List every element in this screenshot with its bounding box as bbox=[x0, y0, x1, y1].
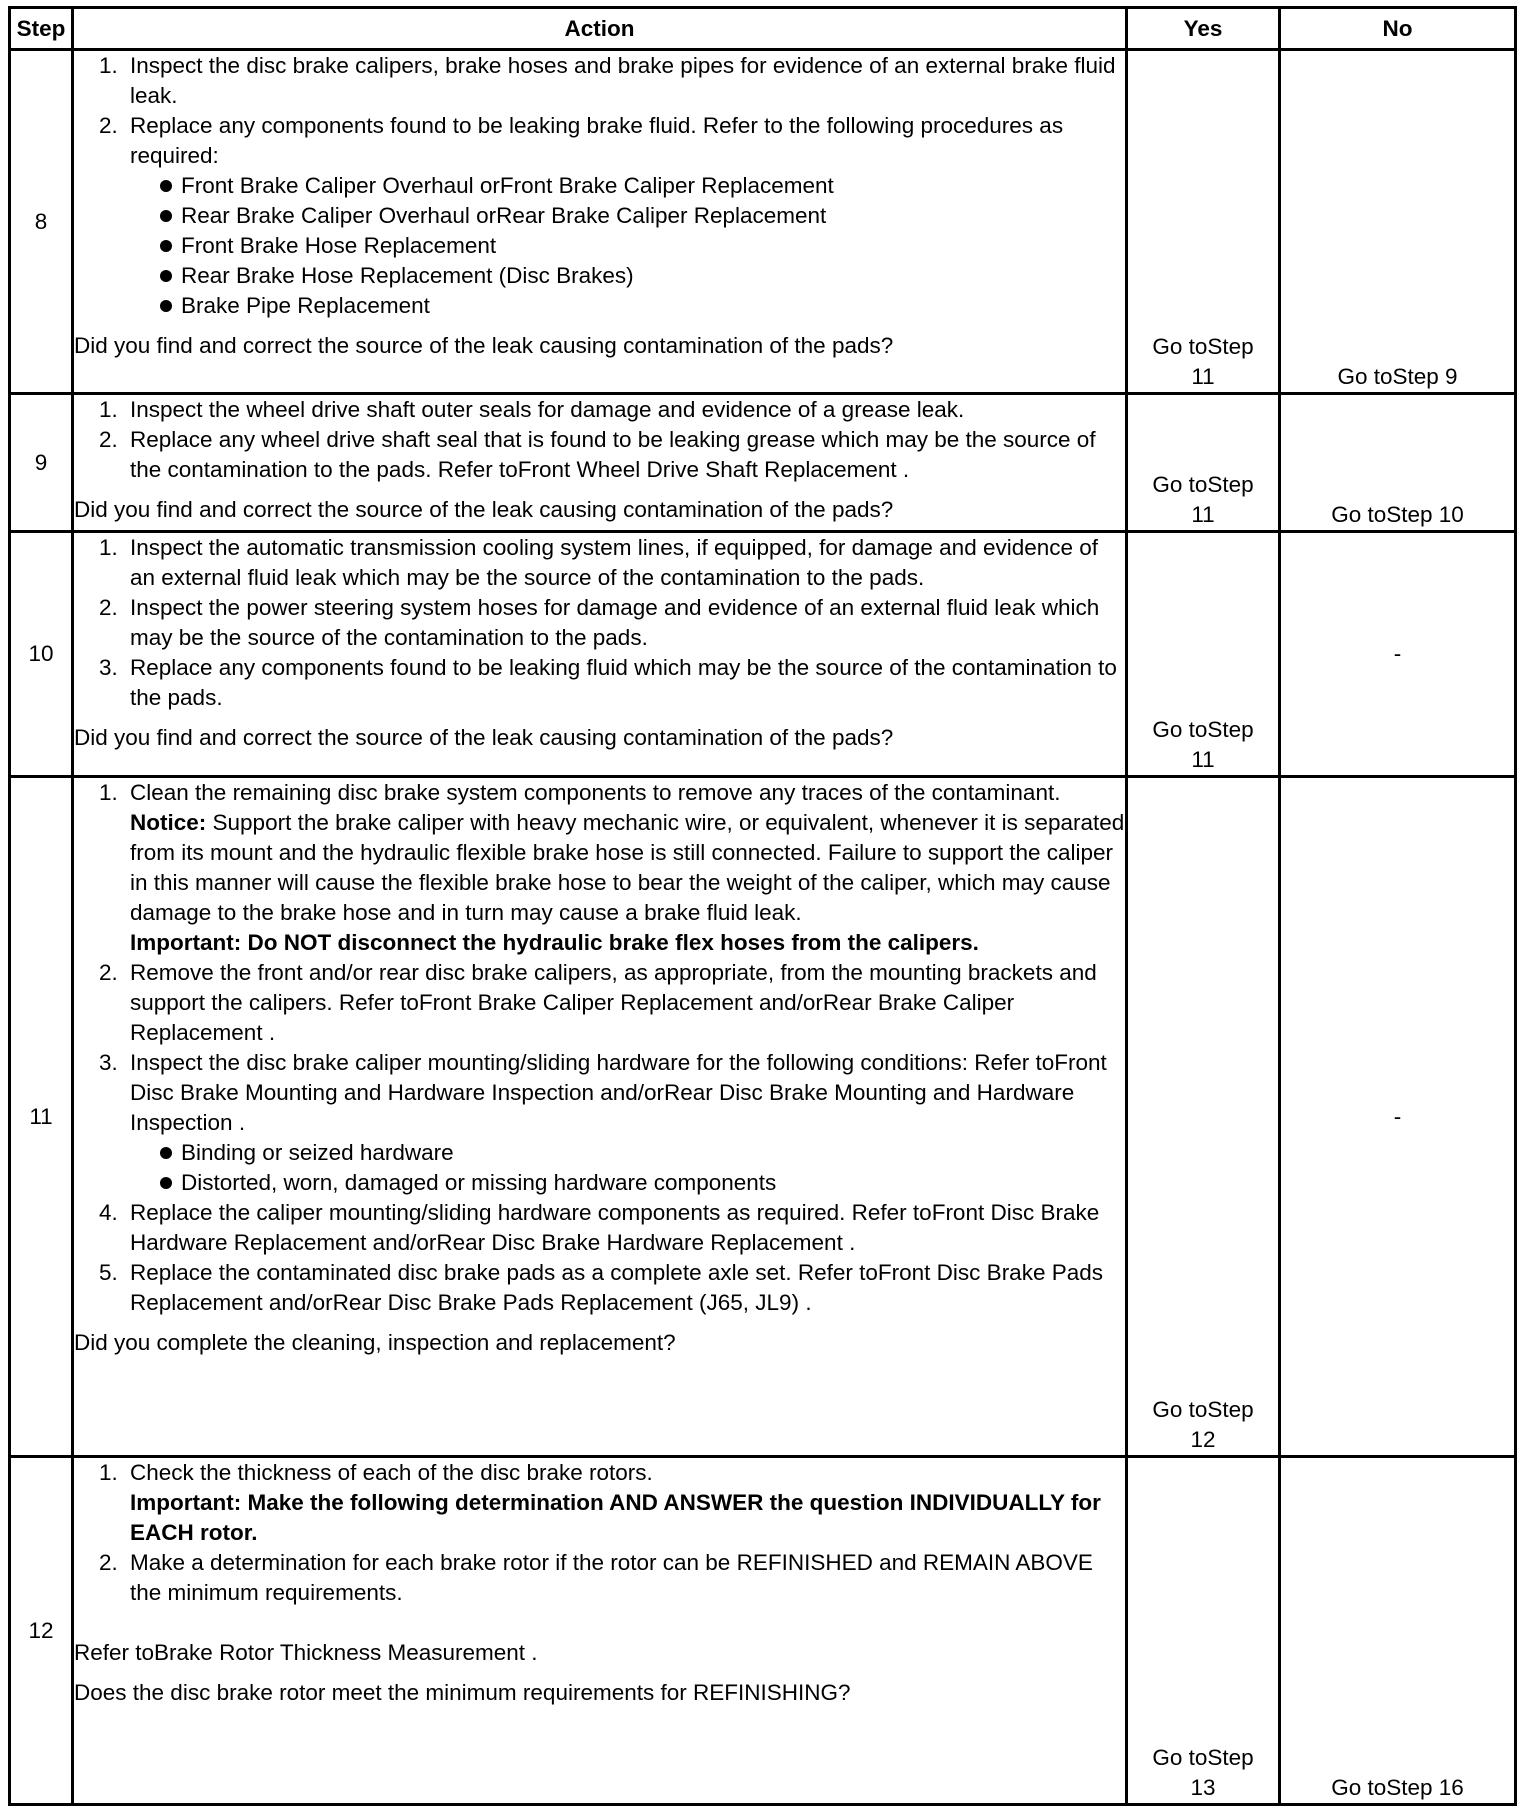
no-cell: - bbox=[1280, 777, 1516, 1457]
action-item-text: Clean the remaining disc brake system components to remove any traces of the contaminant. bbox=[130, 780, 1061, 805]
action-item: 1. Inspect the wheel drive shaft outer seals for damage and evidence of a grease leak. bbox=[124, 395, 1125, 425]
question-text: Did you complete the cleaning, inspection and replacement? bbox=[74, 1330, 676, 1355]
bullet-item: Rear Brake Caliper Overhaul orRear Brake Caliper Replacement bbox=[160, 201, 1125, 231]
action-item: 3. Replace any components found to be leaking fluid which may be the source of the contamination to the pads. bbox=[124, 653, 1125, 713]
step-number: 8 bbox=[10, 50, 73, 394]
action-cell bbox=[73, 1457, 1127, 1805]
action-cell bbox=[73, 50, 1127, 394]
yes-goto-label: Go toStep bbox=[1152, 1745, 1254, 1770]
yes-cell bbox=[1127, 532, 1280, 777]
action-steps bbox=[74, 533, 1125, 713]
yes-cell bbox=[1127, 50, 1280, 394]
notice bbox=[130, 808, 1125, 928]
question-text: Did you find and correct the source of the leak causing contamination of the pads? bbox=[74, 497, 894, 522]
notice-text: Support the brake caliper with heavy mechanic wire, or equivalent, whenever it is separated from its mount and the hydraulic flexible brake hose is still connected. Failure to support the caliper in this manner will cause the flexible brake hose to bear the weight of the caliper, which may cause damage to the brake hose and in turn may cause a brake fluid leak. bbox=[130, 810, 1125, 925]
yes-goto-label: Go toStep bbox=[1152, 334, 1254, 359]
action-steps bbox=[74, 778, 1125, 1318]
header-step: Step bbox=[10, 8, 73, 50]
action-item bbox=[124, 1458, 1125, 1548]
action-item-text: Replace any components found to be leaking brake fluid. Refer to the following procedures as required: bbox=[130, 113, 1064, 168]
step-number: 12 bbox=[10, 1457, 73, 1805]
yes-goto-step: 13 bbox=[1190, 1775, 1216, 1800]
diagnostic-table bbox=[8, 6, 1517, 1806]
table-row-step-11 bbox=[10, 777, 1516, 1457]
action-steps bbox=[74, 1458, 1125, 1608]
header-yes: Yes bbox=[1127, 8, 1280, 50]
action-item: 4. Replace the caliper mounting/sliding hardware components as required. Refer toFront Disc Brake Hardware Replacement and/orRear Disc Brake Hardware Replacement . bbox=[124, 1198, 1125, 1258]
bullet-item: Binding or seized hardware bbox=[160, 1138, 1125, 1168]
action-item: 2. Replace any wheel drive shaft seal that is found to be leaking grease which may be the source of the contamination to the pads. Refer toFront Wheel Drive Shaft Replacement . bbox=[124, 425, 1125, 485]
action-item: 1. Inspect the automatic transmission cooling system lines, if equipped, for damage and evidence of an external fluid leak which may be the source of the contamination to the pads. bbox=[124, 533, 1125, 593]
bullet-item: Front Brake Caliper Overhaul orFront Brake Caliper Replacement bbox=[160, 171, 1125, 201]
header-no: No bbox=[1280, 8, 1516, 50]
important-note: Important: Make the following determination AND ANSWER the question INDIVIDUALLY for EACH rotor. bbox=[130, 1490, 1101, 1545]
step-number: 11 bbox=[10, 777, 73, 1457]
bullet-item: Distorted, worn, damaged or missing hardware components bbox=[160, 1168, 1125, 1198]
header-row bbox=[10, 8, 1516, 50]
step-number: 10 bbox=[10, 532, 73, 777]
action-item bbox=[124, 778, 1125, 958]
refer-text: Refer toBrake Rotor Thickness Measurement . bbox=[74, 1640, 538, 1665]
step-number: 9 bbox=[10, 394, 73, 532]
action-item bbox=[124, 111, 1125, 321]
bullet-item: Brake Pipe Replacement bbox=[160, 291, 1125, 321]
action-item bbox=[124, 1048, 1125, 1198]
action-cell bbox=[73, 532, 1127, 777]
question-text: Did you find and correct the source of the leak causing contamination of the pads? bbox=[74, 725, 894, 750]
question-text: Does the disc brake rotor meet the minimum requirements for REFINISHING? bbox=[74, 1680, 851, 1705]
table-row-step-8 bbox=[10, 50, 1516, 394]
yes-goto-step: 12 bbox=[1190, 1427, 1216, 1452]
yes-goto-label: Go toStep bbox=[1152, 1397, 1254, 1422]
yes-goto-label: Go toStep bbox=[1152, 717, 1254, 742]
yes-goto-label: Go toStep bbox=[1152, 472, 1254, 497]
action-steps bbox=[74, 51, 1125, 321]
yes-cell bbox=[1127, 777, 1280, 1457]
action-item: 2. Inspect the power steering system hoses for damage and evidence of an external fluid leak which may be the source of the contamination to the pads. bbox=[124, 593, 1125, 653]
action-cell bbox=[73, 394, 1127, 532]
action-cell bbox=[73, 777, 1127, 1457]
yes-cell bbox=[1127, 394, 1280, 532]
action-item: 2. Make a determination for each brake rotor if the rotor can be REFINISHED and REMAIN ABOVE the minimum requirements. bbox=[124, 1548, 1125, 1608]
action-item: 2. Remove the front and/or rear disc brake calipers, as appropriate, from the mounting brackets and support the calipers. Refer toFront Brake Caliper Replacement and/orRear Brake Caliper Replacement . bbox=[124, 958, 1125, 1048]
action-item: 5. Replace the contaminated disc brake pads as a complete axle set. Refer toFront Disc Brake Pads Replacement and/orRear Disc Brake Pads Replacement (J65, JL9) . bbox=[124, 1258, 1125, 1318]
no-cell: Go toStep 10 bbox=[1280, 394, 1516, 532]
action-item-text: Check the thickness of each of the disc brake rotors. bbox=[130, 1460, 653, 1485]
table-row-step-12 bbox=[10, 1457, 1516, 1805]
table-row-step-9 bbox=[10, 394, 1516, 532]
question-text: Did you find and correct the source of the leak causing contamination of the pads? bbox=[74, 333, 894, 358]
action-item: 1. Inspect the disc brake calipers, brake hoses and brake pipes for evidence of an external brake fluid leak. bbox=[124, 51, 1125, 111]
yes-goto-step: 11 bbox=[1191, 502, 1215, 527]
table-row-step-10 bbox=[10, 532, 1516, 777]
yes-cell bbox=[1127, 1457, 1280, 1805]
bullet-list bbox=[130, 1138, 1125, 1198]
bullet-list bbox=[130, 171, 1125, 321]
action-item-text: Inspect the disc brake caliper mounting/sliding hardware for the following conditions: Refer toFront Disc Brake Mounting and Hardware Inspection and/orRear Disc Brake Mounting and Hardware Inspection . bbox=[130, 1050, 1107, 1135]
yes-goto-step: 11 bbox=[1191, 364, 1215, 389]
bullet-item: Front Brake Hose Replacement bbox=[160, 231, 1125, 261]
important-note: Important: Do NOT disconnect the hydraulic brake flex hoses from the calipers. bbox=[130, 930, 979, 955]
bullet-item: Rear Brake Hose Replacement (Disc Brakes) bbox=[160, 261, 1125, 291]
notice-label: Notice: bbox=[130, 810, 207, 835]
no-cell: Go toStep 16 bbox=[1280, 1457, 1516, 1805]
no-cell: Go toStep 9 bbox=[1280, 50, 1516, 394]
yes-goto-step: 11 bbox=[1191, 747, 1215, 772]
action-steps bbox=[74, 395, 1125, 485]
header-action: Action bbox=[73, 8, 1127, 50]
no-cell: - bbox=[1280, 532, 1516, 777]
